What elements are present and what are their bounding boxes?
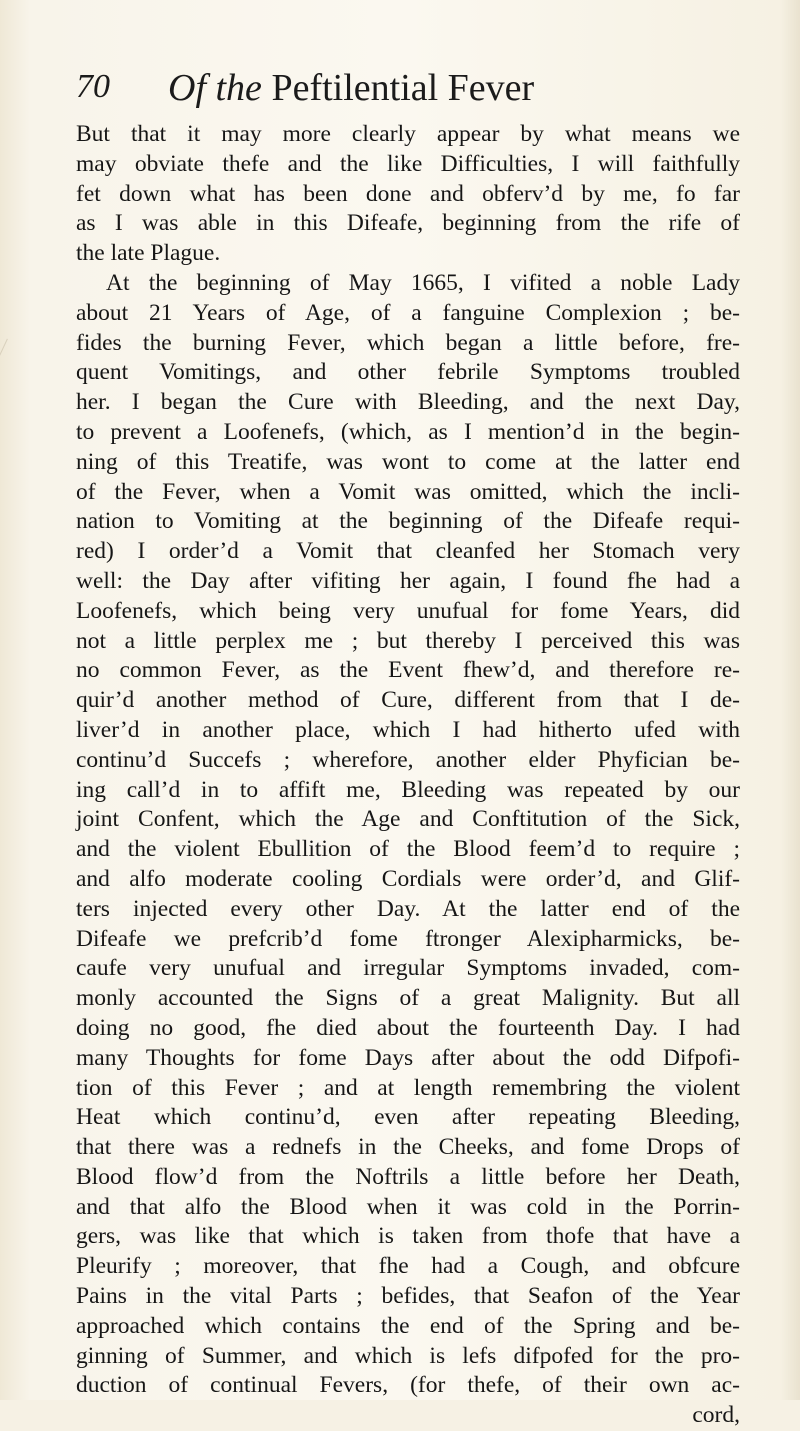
text-line: Blood flow’d from the Noftrils a little before her Death,: [76, 1163, 740, 1190]
text-line: ginning of Summer, and which is lefs difpofed for the pro-: [76, 1342, 740, 1369]
text-line: doing no good, fhe died about the fourteenth Day. I had: [76, 1014, 740, 1041]
text-line: and that alfo the Blood when it was cold in the Porrin-: [76, 1193, 740, 1220]
text-line: Heat which continu’d, even after repeating Bleeding,: [76, 1104, 740, 1131]
text-line: approached which contains the end of the Spring and be-: [76, 1312, 740, 1339]
text-line: and the violent Ebullition of the Blood feem’d to require ;: [76, 836, 740, 863]
text-line: quir’d another method of Cure, different from that I de-: [76, 687, 740, 714]
text-line: joint Confent, which the Age and Conftitution of the Sick,: [76, 806, 740, 833]
text-line: monly accounted the Signs of a great Malignity. But all: [76, 985, 740, 1012]
text-line: nation to Vomiting at the beginning of the Difeafe requi-: [76, 508, 740, 535]
margin-mark: [0, 339, 19, 372]
text-line: about 21 Years of Age, of a fanguine Complexion ; be-: [76, 299, 740, 326]
text-line: not a little perplex me ; but thereby I perceived this was: [76, 627, 740, 654]
text-line: and alfo moderate cooling Cordials were order’d, and Glif-: [76, 865, 740, 892]
text-line: may obviate thefe and the like Difficulties, I will faithfully: [76, 150, 740, 177]
text-line: of the Fever, when a Vomit was omitted, which the incli-: [76, 478, 740, 505]
running-title-main: Peftilential Fever: [271, 67, 535, 109]
text-line: Difeafe we prefcrib’d fome ftronger Alexipharmicks, be-: [76, 925, 740, 952]
text-line: fides the burning Fever, which began a little before, fre-: [76, 329, 740, 356]
text-line: many Thoughts for fome Days after about the odd Difpofi-: [76, 1044, 740, 1071]
text-line: Pleurify ; moreover, that fhe had a Cough, and obfcure: [76, 1253, 740, 1280]
text-line: gers, was like that which is taken from thofe that have a: [76, 1223, 740, 1250]
text-line: ning of this Treatife, was wont to come at the latter end: [76, 448, 740, 475]
text-line: Pains in the vital Parts ; befides, that Seafon of the Year: [76, 1283, 740, 1310]
text-line: tion of this Fever ; and at length remembring the violent: [76, 1074, 740, 1101]
text-line: well: the Day after vifiting her again, I found fhe had a: [76, 567, 740, 594]
text-line: Loofenefs, which being very unufual for fome Years, did: [76, 597, 740, 624]
text-line: At the beginning of May 1665, I vifited a noble Lady: [106, 269, 740, 296]
text-line: ters injected every other Day. At the latter end of the: [76, 895, 740, 922]
text-line: no common Fever, as the Event fhew’d, and therefore re-: [76, 657, 740, 684]
running-title-prefix: Of the: [168, 67, 262, 109]
text-line: caufe very unufual and irregular Symptoms invaded, com-: [76, 955, 740, 982]
text-line: that there was a rednefs in the Cheeks, and fome Drops of: [76, 1134, 740, 1161]
text-line: ing call’d in to affift me, Bleeding was repeated by our: [76, 776, 740, 803]
text-line: quent Vomitings, and other febrile Symptoms troubled: [76, 359, 740, 386]
body-text: [76, 120, 740, 1431]
running-header: [76, 66, 716, 110]
text-line: continu’d Succefs ; wherefore, another elder Phyfician be-: [76, 746, 740, 773]
running-title: [168, 66, 534, 110]
text-line: the late Plague.: [76, 240, 221, 267]
text-line: as I was able in this Difeafe, beginning from the rife of: [76, 210, 740, 237]
text-line: to prevent a Loofenefs, (which, as I mention’d in the begin-: [76, 418, 740, 445]
text-line: fet down what has been done and obferv’d by me, fo far: [76, 180, 740, 207]
text-line: her. I began the Cure with Bleeding, and the next Day,: [76, 389, 740, 416]
text-line: liver’d in another place, which I had hitherto ufed with: [76, 716, 740, 743]
text-line: duction of continual Fevers, (for thefe, of their own ac-: [76, 1372, 740, 1399]
text-line: red) I order’d a Vomit that cleanfed her Stomach very: [76, 538, 740, 565]
page-number: 70: [76, 68, 110, 105]
catchword: cord,: [692, 1402, 740, 1429]
text-line: But that it may more clearly appear by what means we: [76, 121, 740, 147]
